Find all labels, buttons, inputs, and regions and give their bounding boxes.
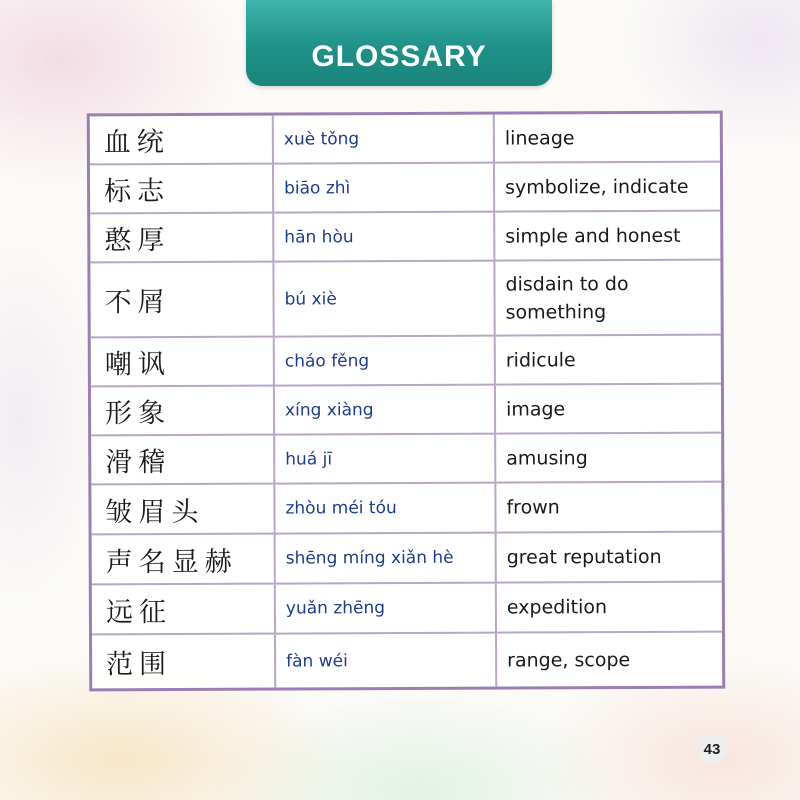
glossary-meaning-text: lineage [504, 126, 575, 150]
glossary-pinyin-cell [275, 435, 496, 485]
glossary-meaning-text: ridicule [505, 348, 576, 372]
glossary-pinyin-cell [275, 484, 496, 535]
glossary-meaning-cell [497, 633, 722, 687]
glossary-pinyin-text: yuǎn zhēng [285, 598, 386, 619]
glossary-hanzi-cell [92, 585, 276, 636]
glossary-pinyin-text: hān hòu [284, 226, 354, 248]
page-number: 43 [696, 734, 728, 764]
glossary-pinyin-text: xuè tǒng [283, 128, 360, 150]
glossary-pinyin-text: bú xiè [284, 288, 337, 310]
glossary-meaning-cell [495, 114, 720, 164]
glossary-hanzi-text: 不屑 [104, 287, 171, 319]
glossary-hanzi-cell [91, 338, 275, 388]
glossary-pinyin-text: xíng xiàng [284, 399, 374, 421]
glossary-meaning-cell [496, 385, 721, 435]
glossary-pinyin-cell [274, 213, 495, 263]
page-title: GLOSSARY [311, 40, 487, 73]
glossary-meaning-text: disdain to do something [505, 272, 629, 324]
glossary-pinyin-text: cháo fěng [284, 350, 370, 372]
glossary-pinyin-cell [274, 164, 495, 214]
glossary-meaning-cell [497, 533, 722, 584]
glossary-pinyin-cell [276, 634, 497, 688]
glossary-meaning-cell [496, 336, 721, 386]
glossary-table [87, 111, 726, 692]
glossary-hanzi-cell [90, 214, 274, 264]
glossary-hanzi-text: 声名显赫 [105, 546, 238, 578]
glossary-meaning-cell [497, 583, 722, 634]
glossary-meaning-cell [496, 483, 721, 534]
glossary-meaning-text: simple and honest [505, 224, 681, 248]
glossary-hanzi-cell [92, 535, 276, 586]
glossary-hanzi-text: 形象 [104, 398, 172, 430]
glossary-hanzi-cell [91, 436, 275, 486]
glossary-hanzi-text: 远征 [105, 596, 172, 628]
glossary-hanzi-cell [90, 116, 274, 166]
glossary-hanzi-cell [90, 165, 274, 215]
glossary-meaning-text: amusing [506, 446, 588, 470]
glossary-hanzi-text: 嘲讽 [104, 349, 171, 381]
glossary-pinyin-cell [274, 115, 495, 165]
glossary-pinyin-cell [275, 337, 496, 387]
glossary-pinyin-text: fàn wéi [286, 650, 348, 672]
glossary-meaning-cell [495, 212, 720, 262]
glossary-meaning-text: expedition [506, 596, 608, 619]
glossary-meaning-text: symbolize, indicate [505, 175, 689, 199]
glossary-pinyin-text: shēng míng xiǎn hè [285, 547, 454, 569]
glossary-hanzi-text: 血统 [103, 127, 170, 159]
glossary-meaning-text: image [505, 397, 566, 421]
glossary-meaning-text: range, scope [507, 648, 631, 672]
glossary-hanzi-text: 标志 [104, 176, 171, 208]
glossary-title-tab [246, 0, 552, 86]
glossary-pinyin-text: zhòu méi tóu [285, 498, 397, 519]
glossary-hanzi-text: 范围 [106, 649, 173, 681]
glossary-pinyin-cell [275, 386, 496, 436]
glossary-meaning-text: great reputation [506, 545, 662, 569]
glossary-hanzi-cell [91, 387, 275, 437]
glossary-pinyin-text: biāo zhì [284, 177, 351, 199]
glossary-pinyin-cell [276, 584, 497, 635]
glossary-pinyin-text: huá jī [285, 448, 333, 470]
glossary-hanzi-cell [92, 635, 276, 689]
glossary-meaning-cell [496, 434, 721, 484]
glossary-hanzi-text: 皱眉头 [105, 496, 205, 528]
glossary-meaning-text: frown [506, 496, 560, 519]
glossary-pinyin-cell [274, 262, 495, 338]
glossary-meaning-cell [495, 163, 720, 213]
glossary-hanzi-text: 滑稽 [105, 447, 172, 479]
glossary-meaning-cell [495, 261, 720, 337]
glossary-hanzi-cell [91, 485, 275, 536]
glossary-pinyin-cell [276, 534, 497, 585]
glossary-hanzi-text: 憨厚 [104, 225, 171, 257]
glossary-hanzi-cell [90, 263, 274, 339]
